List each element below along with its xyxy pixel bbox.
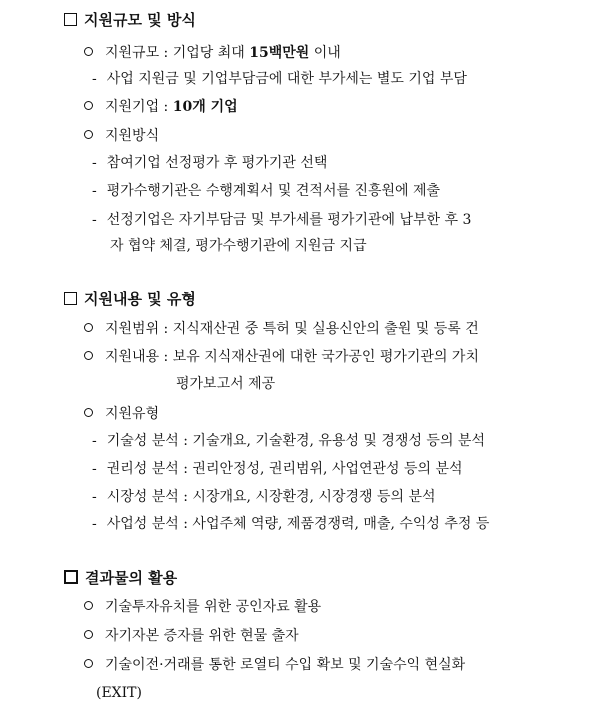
circle-bullet-icon xyxy=(84,630,93,639)
support-firms-label: 지원기업 : xyxy=(105,99,173,115)
support-scale-suffix: 이내 xyxy=(309,45,341,61)
support-content-item xyxy=(84,347,479,367)
method-text: 참여기업 선정평가 후 평가기관 선택 xyxy=(106,155,328,171)
support-scale-amount: 15백만원 xyxy=(249,45,310,61)
usage-list-item xyxy=(84,655,465,675)
support-firms-value: 10개 기업 xyxy=(172,99,238,115)
support-scale-note-text: 사업 지원금 및 기업부담금에 대한 부가세는 별도 기업 부담 xyxy=(106,71,467,87)
dash-bullet-icon: - xyxy=(92,489,97,505)
method-text: 선정기업은 자기부담금 및 부가세를 평가기관에 납부한 후 3 xyxy=(106,212,472,228)
method-list-item-continued xyxy=(110,236,367,256)
support-scale-label: 지원규모 : 기업당 최대 xyxy=(105,45,250,61)
support-firms-item xyxy=(84,97,238,117)
support-content-text-2: 평가보고서 제공 xyxy=(176,376,276,392)
usage-list-item xyxy=(84,597,321,617)
support-types-label: 지원유형 xyxy=(105,406,160,422)
support-scope-text: 지원범위 : 지식재산권 중 특허 및 실용신안의 출원 및 등록 건 xyxy=(105,321,479,337)
type-text: 기술성 분석 : 기술개요, 기술환경, 유용성 및 경쟁성 등의 분석 xyxy=(106,433,485,449)
usage-text: 자기자본 증자를 위한 현물 출자 xyxy=(105,628,299,644)
support-method-item xyxy=(84,126,159,146)
dash-bullet-icon: - xyxy=(92,155,97,171)
method-text: 자 협약 체결, 평가수행기관에 지원금 지급 xyxy=(110,238,367,254)
support-scope-item xyxy=(84,319,479,339)
type-list-item xyxy=(92,459,463,479)
circle-bullet-icon xyxy=(84,351,93,360)
dash-bullet-icon: - xyxy=(92,183,97,199)
section-3-heading xyxy=(64,568,177,588)
support-method-label: 지원방식 xyxy=(105,128,160,144)
dash-bullet-icon: - xyxy=(92,71,97,87)
dash-bullet-icon: - xyxy=(92,212,97,228)
section-2-heading xyxy=(64,289,196,309)
section-1-heading xyxy=(64,10,196,30)
type-list-item xyxy=(92,487,436,507)
support-scale-note xyxy=(92,69,467,89)
circle-bullet-icon xyxy=(84,323,93,332)
section-1-title: 지원규모 및 방식 xyxy=(84,11,196,29)
exit-label: (EXIT) xyxy=(96,685,142,701)
support-content-continued xyxy=(176,374,275,394)
support-scale-item xyxy=(84,43,341,63)
checkbox-square-icon xyxy=(64,570,78,584)
method-list-item xyxy=(92,181,440,201)
method-text: 평가수행기관은 수행계획서 및 견적서를 진흥원에 제출 xyxy=(106,183,441,199)
circle-bullet-icon xyxy=(84,130,93,139)
usage-exit-text xyxy=(96,683,142,703)
circle-bullet-icon xyxy=(84,659,93,668)
dash-bullet-icon: - xyxy=(92,461,97,477)
checkbox-square-icon xyxy=(64,13,77,26)
method-list-item xyxy=(92,210,471,230)
support-content-text: 지원내용 : 보유 지식재산권에 대한 국가공인 평가기관의 가치 xyxy=(105,349,479,365)
usage-list-item xyxy=(84,626,299,646)
type-text: 시장성 분석 : 시장개요, 시장환경, 시장경쟁 등의 분석 xyxy=(106,489,436,505)
dash-bullet-icon: - xyxy=(92,433,97,449)
usage-text: 기술투자유치를 위한 공인자료 활용 xyxy=(105,599,322,615)
section-2-title: 지원내용 및 유형 xyxy=(84,290,196,308)
support-types-item xyxy=(84,404,159,424)
circle-bullet-icon xyxy=(84,47,93,56)
section-3-title: 결과물의 활용 xyxy=(85,569,178,587)
circle-bullet-icon xyxy=(84,101,93,110)
circle-bullet-icon xyxy=(84,408,93,417)
circle-bullet-icon xyxy=(84,601,93,610)
type-list-item xyxy=(92,514,489,534)
type-text: 사업성 분석 : 사업주체 역량, 제품경쟁력, 매출, 수익성 추정 등 xyxy=(106,516,490,532)
type-list-item xyxy=(92,431,485,451)
dash-bullet-icon: - xyxy=(92,516,97,532)
type-text: 권리성 분석 : 권리안정성, 권리범위, 사업연관성 등의 분석 xyxy=(106,461,463,477)
usage-text: 기술이전·거래를 통한 로열티 수입 확보 및 기술수익 현실화 xyxy=(105,657,466,673)
checkbox-square-icon xyxy=(64,292,77,305)
method-list-item xyxy=(92,153,327,173)
